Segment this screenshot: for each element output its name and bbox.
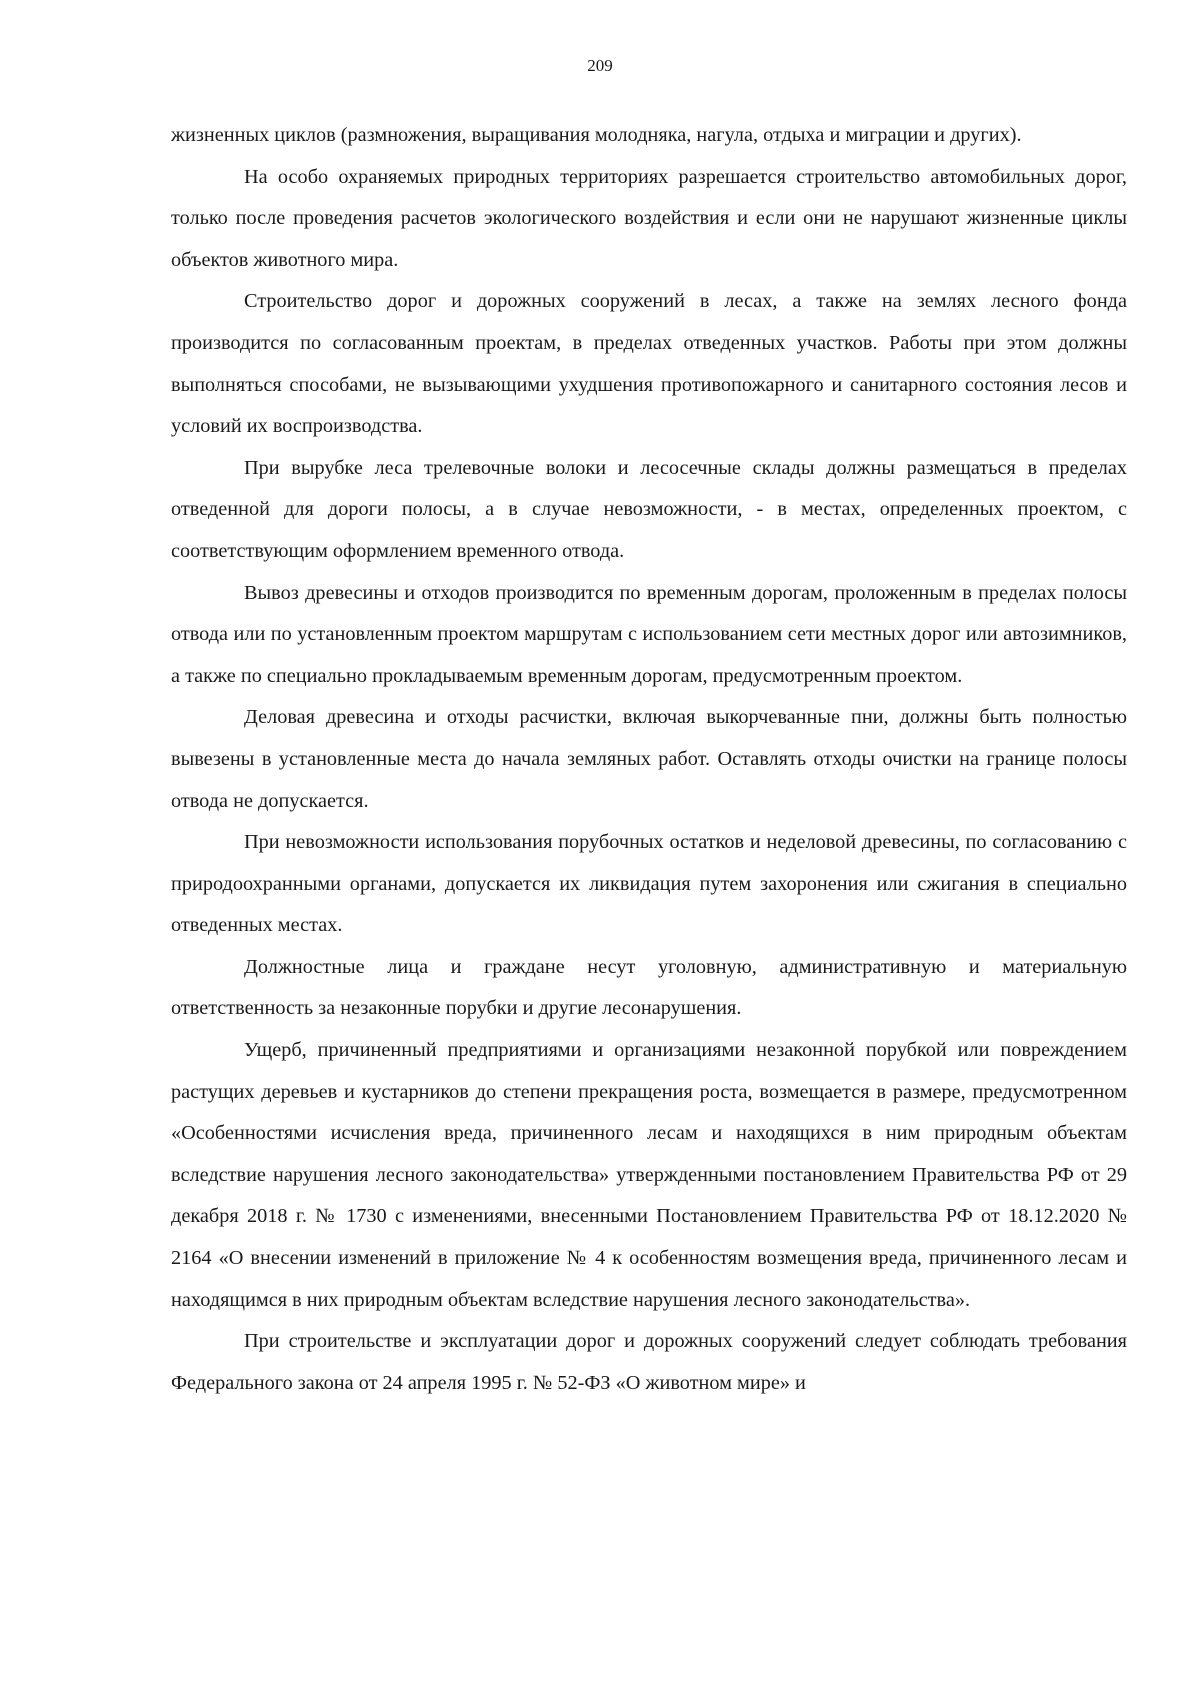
paragraph: Должностные лица и граждане несут уголовную, административную и материальную ответственность за незаконные порубки и другие лесонарушения. bbox=[171, 955, 1127, 1020]
paragraph: При невозможности использования порубочных остатков и неделовой древесины, по согласованию с природоохранными органами, допускается их ликвидация путем захоронения или сжигания в специально отведенных местах. bbox=[171, 831, 1127, 937]
paragraph: На особо охраняемых природных территориях разрешается строительство автомобильных дорог, только после проведения расчетов экологического воздействия и если они не нарушают жизненные циклы объектов животного мира. bbox=[171, 165, 1127, 271]
paragraph: Строительство дорог и дорожных сооружений в лесах, а также на землях лесного фонда производится по согласованным проектам, в пределах отведенных участков. Работы при этом должны выполняться способами, не вызывающими ухудшения противопожарного и санитарного состояния лесов и условий их воспроизводства. bbox=[171, 290, 1127, 438]
paragraph: Ущерб, причиненный предприятиями и организациями незаконной порубкой или повреждением растущих деревьев и кустарников до степени прекращения роста, возмещается в размере, предусмотренном «Особенностями исчисления вреда, причиненного лесам и находящихся в ним природным объектам вследствие нарушения лесного законодательства» утвержденными постановлением Правительства РФ от 29 декабря 2018 г. № 1730 с изменениями, внесенными Постановлением Правительства РФ от 18.12.2020 № 2164 «О внесении изменений в приложение № 4 к особенностям возмещения вреда, причиненного лесам и находящимся в них природным объектам вследствие нарушения лесного законодательства». bbox=[171, 1039, 1127, 1311]
paragraph: Вывоз древесины и отходов производится по временным дорогам, проложенным в пределах полосы отвода или по установленным проектом маршрутам с использованием сети местных дорог или автозимников, а также по специально прокладываемым временным дорогам, предусмотренным проектом. bbox=[171, 581, 1127, 687]
paragraph: При вырубке леса трелевочные волоки и лесосечные склады должны размещаться в пределах отведенной для дороги полосы, а в случае невозможности, - в местах, определенных проектом, с соответствующим оформлением временного отвода. bbox=[171, 456, 1127, 562]
paragraph: При строительстве и эксплуатации дорог и дорожных сооружений следует соблюдать требования Федерального закона от 24 апреля 1995 г. № 52-ФЗ «О животном мире» и bbox=[171, 1330, 1127, 1394]
paragraph-continued: жизненных циклов (размножения, выращивания молодняка, нагула, отдыха и миграции и других). bbox=[171, 124, 1022, 146]
paragraph: Деловая древесина и отходы расчистки, включая выкорчеванные пни, должны быть полностью вывезены в установленные места до начала земляных работ. Оставлять отходы очистки на границе полосы отвода не допускается. bbox=[171, 706, 1127, 812]
document-body bbox=[171, 115, 1127, 1404]
page-number: 209 bbox=[587, 56, 613, 75]
